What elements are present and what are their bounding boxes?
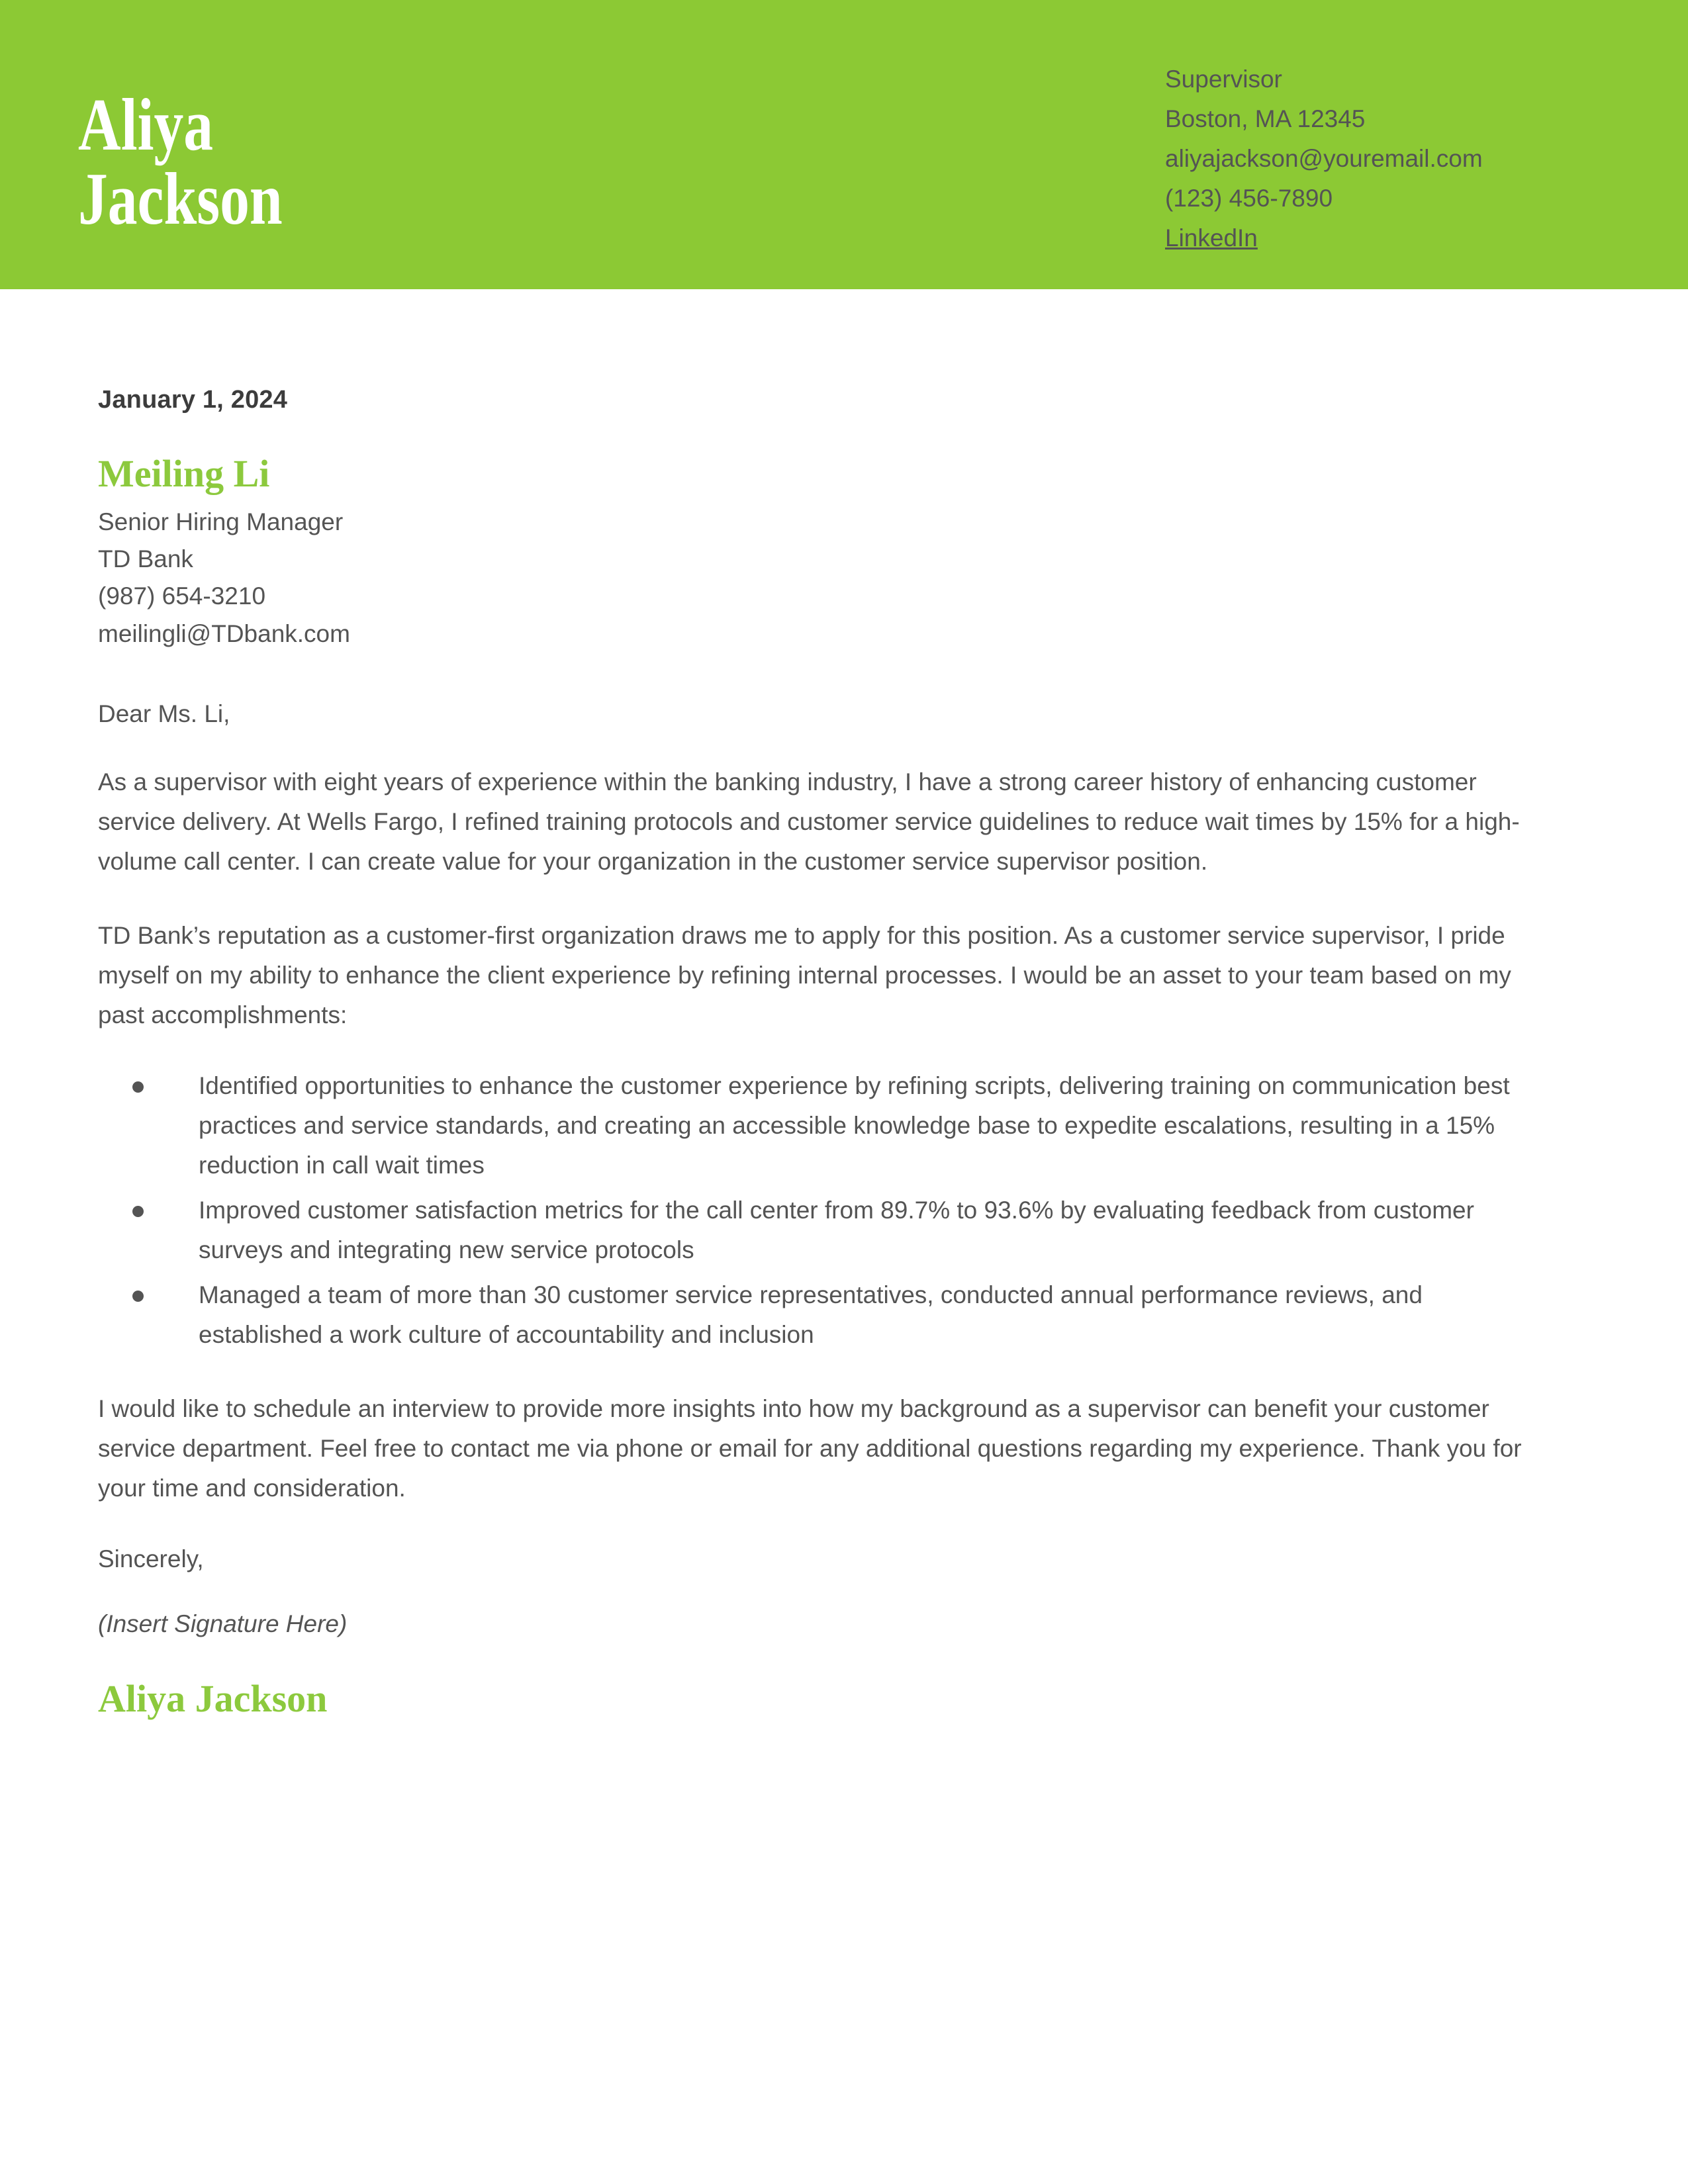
applicant-job-title: Supervisor <box>1165 66 1282 93</box>
sign-off: Sincerely, <box>98 1545 204 1572</box>
applicant-linkedin-link[interactable]: LinkedIn <box>1165 224 1258 251</box>
letterhead-inner <box>0 0 1688 289</box>
list-item <box>98 1275 1541 1355</box>
recipient-name: Meiling Li <box>98 452 270 495</box>
signature-name: Aliya Jackson <box>98 1676 328 1720</box>
recipient-details <box>98 504 1589 653</box>
bullet-dot-icon <box>132 1206 144 1217</box>
applicant-name <box>78 84 661 241</box>
applicant-email[interactable]: aliyajackson@youremail.com <box>1165 144 1483 172</box>
recipient-phone: (987) 654-3210 <box>98 582 266 610</box>
recipient-title: Senior Hiring Manager <box>98 508 344 535</box>
bullet-dot-icon <box>132 1291 144 1302</box>
achievements-list <box>98 1066 1541 1355</box>
closing-paragraph: I would like to schedule an interview to provide more insights into how my background as a supervisor can benefit your customer service department. Feel free to contact me via phone or email for any additional questions regarding my experience. Thank you for your time and consideration. <box>98 1395 1522 1502</box>
letter-date: January 1, 2024 <box>98 386 288 414</box>
recipient-company: TD Bank <box>98 545 193 573</box>
achievement-text: Managed a team of more than 30 customer service representatives, conducted annual performance reviews, and established a work culture of accountability and inclusion <box>199 1281 1423 1349</box>
list-item <box>98 1191 1541 1270</box>
signature-placeholder: (Insert Signature Here) <box>98 1610 348 1637</box>
applicant-first-name: Aliya <box>78 84 214 167</box>
body-paragraph-1: As a supervisor with eight years of experience within the banking industry, I have a strong career history of enhancing customer service delivery. At Wells Fargo, I refined training protocols and customer service guidelines to reduce wait times by 15% for a high-volume call center. I can create value for your organization in the customer service supervisor position. <box>98 768 1520 875</box>
applicant-last-name: Jackson <box>78 158 283 241</box>
letter-body <box>0 386 1688 1721</box>
list-item <box>98 1066 1541 1185</box>
letterhead-header <box>0 0 1688 289</box>
applicant-phone: (123) 456-7890 <box>1165 184 1333 212</box>
body-paragraph-2: TD Bank’s reputation as a customer-first organization draws me to apply for this position. As a customer service supervisor, I pride myself on my ability to enhance the client experience by refining internal processes. I would be an asset to your team based on my past accomplishments: <box>98 921 1511 1028</box>
applicant-location: Boston, MA 12345 <box>1165 105 1366 132</box>
bullet-dot-icon <box>132 1081 144 1093</box>
salutation: Dear Ms. Li, <box>98 700 230 727</box>
applicant-contact-block <box>1165 60 1642 258</box>
recipient-email[interactable]: meilingli@TDbank.com <box>98 619 350 647</box>
achievement-text: Identified opportunities to enhance the customer experience by refining scripts, delivering training on communication best practices and service standards, and creating an accessible knowledge base to expedite escalations, resulting in a 15% reduction in call wait times <box>199 1072 1510 1179</box>
achievement-text: Improved customer satisfaction metrics for the call center from 89.7% to 93.6% by evaluating feedback from customer surveys and integrating new service protocols <box>199 1197 1474 1264</box>
